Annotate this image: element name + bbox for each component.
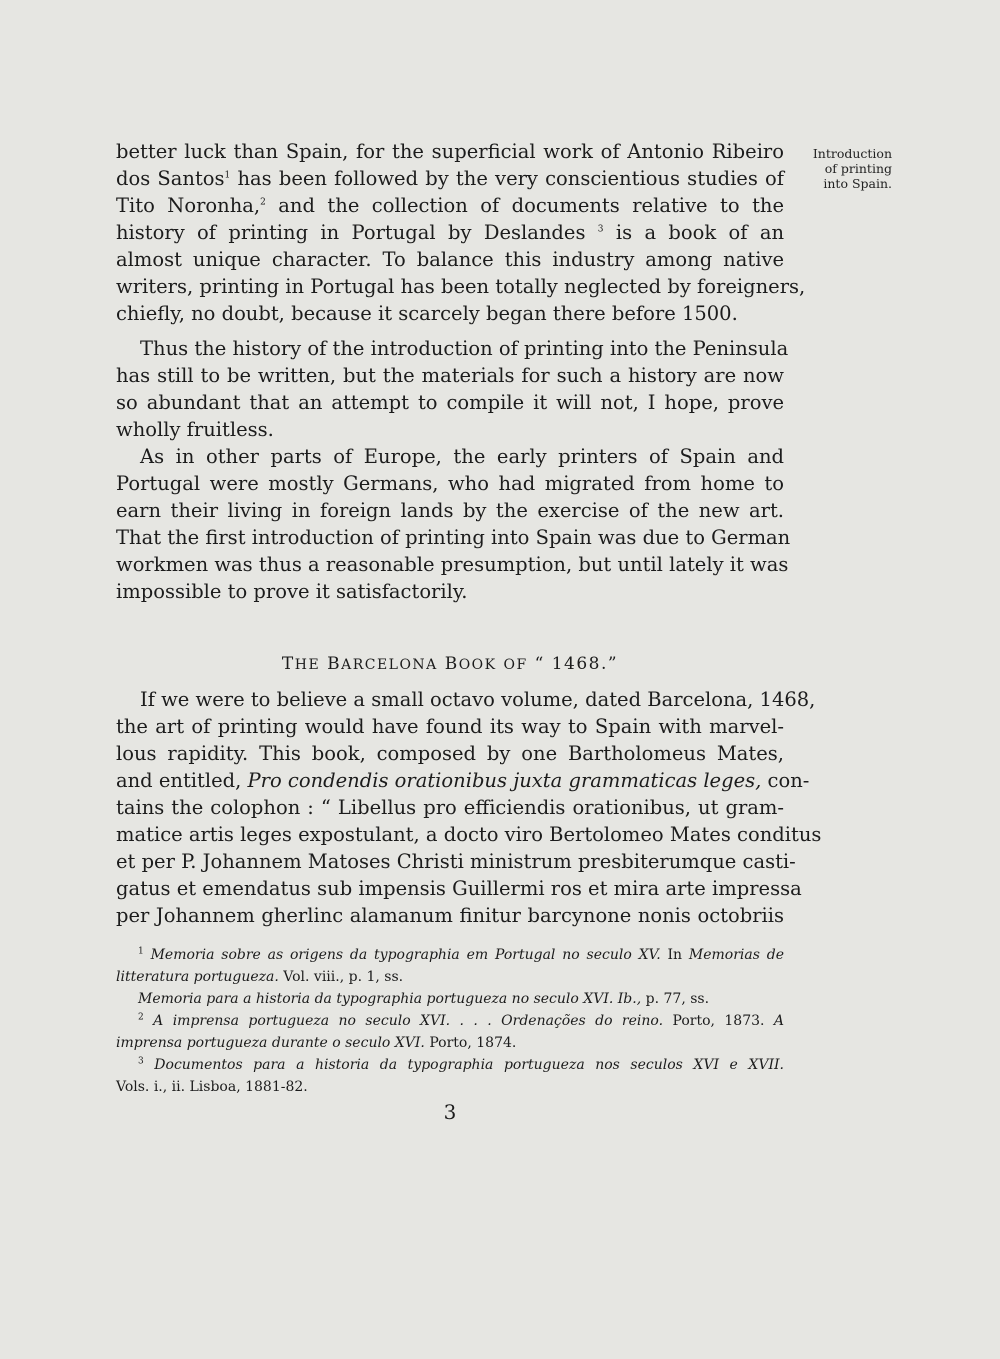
text-line: the art of printing would have found its way to Spain with marvel- — [116, 715, 784, 738]
text-line: Tito Noronha,$^2$ and the collection of documents relative to the — [116, 194, 785, 217]
text-line: earn their living in foreign lands by the exercise of the new art. — [116, 499, 784, 522]
text-line: Portugal were mostly Germans, who had migrated from home to — [116, 472, 784, 495]
text-line: impossible to prove it satisfactorily. — [116, 580, 468, 603]
text-line: wholly fruitless. — [116, 418, 274, 441]
section-heading: THE BARCELONA BOOK OF “ 1468.” — [281, 654, 619, 674]
text-line: Thus the history of the introduction of printing into the Peninsula — [140, 337, 789, 360]
text-line: workmen was thus a reasonable presumption, but until lately it was — [116, 553, 789, 576]
margin-note-line: Introduction — [812, 146, 892, 161]
footnotes — [116, 944, 784, 1098]
text-line: tains the colophon : “ Libellus pro efficiendis orationibus, ut gram- — [116, 796, 784, 819]
text-line: That the first introduction of printing into Spain was due to German — [116, 526, 791, 549]
footnote-ref[interactable]: 1 — [224, 170, 231, 181]
footnote-line: Memoria para a historia da typographia portugueza no seculo XVI. Ib., p. 77, ss. — [138, 991, 710, 1007]
footnote-line: imprensa portugueza durante o seculo XVI. Porto, 1874. — [116, 1035, 517, 1051]
text-line: If we were to believe a small octavo volume, dated Barcelona, 1468, — [140, 688, 816, 711]
footnote-line: litteratura portugueza. Vol. viii., p. 1, ss. — [116, 969, 404, 985]
footnote-line: $^3$ Documentos para a historia da typographia portugueza nos seculos XVI e XVII. — [138, 1056, 784, 1073]
text-line: dos Santos$^1$ has been followed by the very conscientious studies of — [116, 167, 784, 190]
text-line: gatus et emendatus sub impensis Guillermi ros et mira arte impressa — [116, 877, 802, 900]
text-line: writers, printing in Portugal has been totally neglected by foreigners, — [116, 275, 806, 298]
text-line: per Johannem gherlinc alamanum finitur barcynone nonis octobriis — [116, 904, 784, 927]
body-text-lower — [116, 686, 822, 929]
footnote-ref[interactable]: 3 — [597, 224, 604, 235]
footnote-number: 3 — [138, 1056, 144, 1067]
body-text-upper — [116, 138, 806, 605]
text-line: better luck than Spain, for the superficial work of Antonio Ribeiro — [116, 140, 784, 163]
footnote-number: 1 — [138, 946, 144, 957]
footnote-ref[interactable]: 2 — [260, 197, 266, 208]
text-line: has still to be written, but the materials for such a history are now — [116, 364, 784, 387]
footnote-line: $^2$ A imprensa portugueza no seculo XVI. . . . Ordenações do reino. Porto, 1873. A — [138, 1012, 785, 1029]
footnote-line: $^1$ Memoria sobre as origens da typographia em Portugal no seculo XV. In Memorias de — [138, 946, 785, 963]
text-line: lous rapidity. This book, composed by one Bartholomeus Mates, — [116, 742, 784, 765]
margin-note-line: of printing — [824, 161, 892, 176]
footnote-line: Vols. i., ii. Lisboa, 1881-82. — [116, 1079, 308, 1095]
book-title: Pro condendis orationibus juxta grammaticas leges, — [247, 769, 762, 792]
text-line: almost unique character. To balance this industry among native — [116, 248, 784, 271]
text-line: As in other parts of Europe, the early printers of Spain and — [140, 445, 784, 468]
text-line: matice artis leges expostulant, a docto viro Bertolomeo Mates conditus — [116, 823, 822, 846]
text-line: chiefly, no doubt, because it scarcely began there before 1500. — [116, 302, 738, 325]
text-line: history of printing in Portugal by Deslandes $^3$ is a book of an — [116, 221, 785, 244]
margin-note-line: into Spain. — [823, 176, 892, 191]
margin-note — [792, 146, 892, 191]
text-line: so abundant that an attempt to compile it will not, I hope, prove — [116, 391, 784, 414]
text-line: and entitled, Pro condendis orationibus juxta grammaticas leges, con- — [116, 769, 810, 792]
text-line: et per P. Johannem Matoses Christi ministrum presbiterumque casti- — [116, 850, 796, 873]
footnote-number: 2 — [138, 1012, 144, 1023]
page-number: 3 — [443, 1100, 457, 1124]
